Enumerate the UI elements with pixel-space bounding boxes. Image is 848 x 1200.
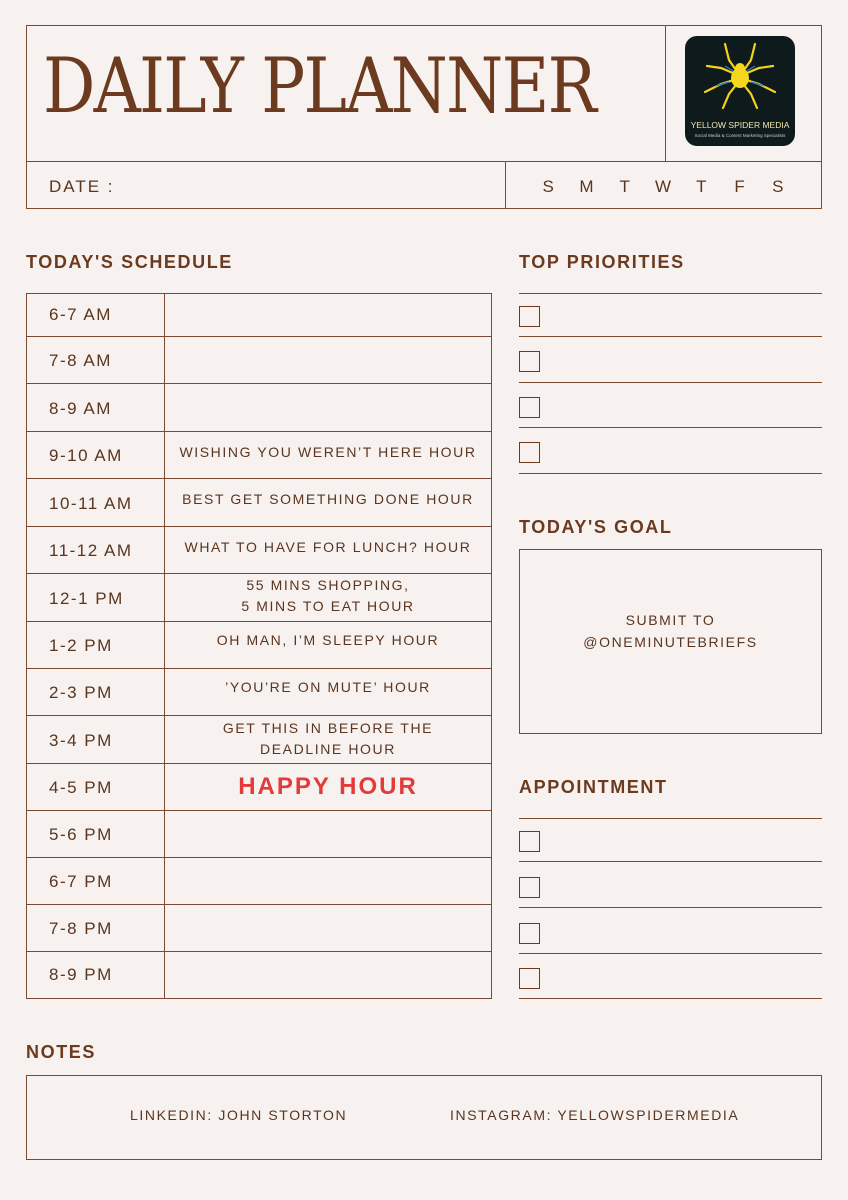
activity-text: ’YOU’RE ON MUTE’ HOUR [225, 679, 431, 695]
notes-box[interactable] [26, 1075, 822, 1160]
schedule-table [26, 293, 492, 999]
priority-item[interactable] [519, 293, 822, 339]
activity-text: GET THIS IN BEFORE THE DEADLINE HOUR [222, 720, 434, 757]
schedule-heading: TODAY'S SCHEDULE [26, 252, 233, 272]
time-slot: 3-4 PM [49, 731, 113, 750]
time-slot: 8-9 PM [49, 965, 113, 984]
appointment-checkbox[interactable] [519, 831, 540, 852]
schedule-row[interactable] [27, 858, 491, 905]
schedule-row[interactable] [27, 574, 491, 622]
weekday-monday[interactable]: M [579, 177, 594, 196]
time-slot: 2-3 PM [49, 683, 113, 702]
appointment-heading: APPOINTMENT [519, 777, 668, 797]
priority-item[interactable] [519, 382, 822, 428]
time-slot: 6-7 PM [49, 872, 113, 891]
schedule-row[interactable] [27, 905, 491, 952]
time-slot: 1-2 PM [49, 636, 113, 655]
schedule-row[interactable] [27, 952, 491, 998]
schedule-row[interactable] [27, 432, 491, 479]
priorities-heading: TOP PRIORITIES [519, 252, 685, 272]
time-slot: 4-5 PM [49, 778, 113, 797]
priority-checkbox[interactable] [519, 306, 540, 327]
happy-hour-text: HAPPY HOUR [238, 773, 418, 800]
appointment-item[interactable] [519, 818, 822, 864]
appointment-checkbox[interactable] [519, 877, 540, 898]
schedule-row[interactable] [27, 811, 491, 858]
time-slot: 11-12 AM [49, 541, 133, 560]
divider [27, 161, 821, 162]
weekday-tuesday[interactable]: T [619, 177, 630, 196]
time-slot: 8-9 AM [49, 399, 112, 418]
weekday-saturday[interactable]: S [772, 177, 784, 196]
time-slot: 12-1 PM [49, 589, 124, 608]
notes-heading: NOTES [26, 1042, 97, 1062]
time-slot: 9-10 AM [49, 446, 123, 465]
time-slot: 7-8 AM [49, 351, 112, 370]
divider [519, 998, 822, 999]
schedule-row[interactable] [27, 764, 491, 811]
appointment-checkbox[interactable] [519, 968, 540, 989]
schedule-row[interactable] [27, 527, 491, 574]
activity-text: WISHING YOU WEREN’T HERE HOUR [179, 444, 477, 460]
activity-text: WHAT TO HAVE FOR LUNCH? HOUR [184, 539, 472, 555]
schedule-row[interactable] [27, 622, 491, 669]
instagram-text: INSTAGRAM: YELLOWSPIDERMEDIA [450, 1107, 740, 1123]
priority-item[interactable] [519, 427, 822, 473]
yellow-spider-logo [685, 36, 795, 146]
goal-box[interactable] [519, 549, 822, 734]
weekday-sunday[interactable]: S [542, 177, 554, 196]
priority-item[interactable] [519, 336, 822, 382]
schedule-row[interactable] [27, 384, 491, 432]
time-slot: 6-7 AM [49, 305, 112, 324]
time-slot: 10-11 AM [49, 494, 133, 513]
goal-heading: TODAY'S GOAL [519, 517, 673, 537]
activity-text: 55 MINS SHOPPING, 5 MINS TO EAT HOUR [241, 577, 415, 614]
weekday-wednesday[interactable]: W [654, 177, 671, 196]
date-label: DATE : [49, 177, 115, 196]
priority-checkbox[interactable] [519, 351, 540, 372]
weekday-thursday[interactable]: T [696, 177, 707, 196]
time-slot: 7-8 PM [49, 919, 113, 938]
priority-checkbox[interactable] [519, 397, 540, 418]
schedule-row[interactable] [27, 479, 491, 527]
priority-checkbox[interactable] [519, 442, 540, 463]
schedule-row[interactable] [27, 716, 491, 764]
weekday-selector [505, 177, 821, 197]
appointment-item[interactable] [519, 953, 822, 999]
goal-text: SUBMIT TO @ONEMINUTEBRIEFS [583, 612, 758, 650]
appointment-item[interactable] [519, 907, 822, 953]
activity-text: OH MAN, I’M SLEEPY HOUR [216, 632, 440, 648]
appointment-checkbox[interactable] [519, 923, 540, 944]
logo-tagline: Social Media & Content Marketing Specialists [694, 133, 786, 138]
divider [665, 26, 666, 161]
schedule-row[interactable] [27, 337, 491, 384]
divider [519, 473, 822, 474]
schedule-row[interactable] [27, 669, 491, 716]
appointment-item[interactable] [519, 861, 822, 907]
activity-text: BEST GET SOMETHING DONE HOUR [182, 491, 474, 507]
time-slot: 5-6 PM [49, 825, 113, 844]
logo-name: YELLOW SPIDER MEDIA [690, 120, 790, 130]
schedule-row[interactable] [27, 294, 491, 337]
weekday-friday[interactable]: F [734, 177, 745, 196]
planner-header [26, 25, 822, 209]
page-title: DAILY PLANNER [43, 41, 596, 130]
linkedin-text: LINKEDIN: JOHN STORTON [130, 1107, 348, 1123]
